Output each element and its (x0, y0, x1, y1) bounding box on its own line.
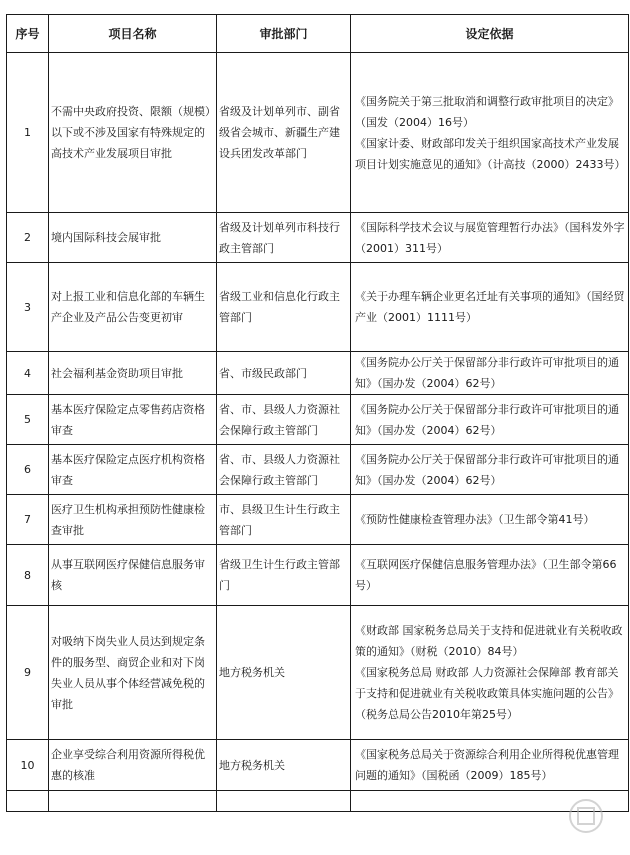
table-row (7, 352, 629, 395)
table-row (7, 445, 629, 495)
item-name: 对上报工业和信息化部的车辆生产企业及产品公告变更初审 (49, 263, 217, 352)
legal-basis (351, 545, 629, 606)
legal-basis (351, 495, 629, 545)
basis-document: 《互联网医疗保健信息服务管理办法》（卫生部令第66号） (355, 558, 617, 592)
legal-basis (351, 352, 629, 395)
legal-basis (351, 53, 629, 213)
basis-document: 《国务院关于第三批取消和调整行政审批项目的决定》（国发（2004）16号） (355, 94, 619, 129)
approval-dept: 市、县级卫生计生行政主管部门 (217, 495, 351, 545)
basis-document: 《国务院办公厅关于保留部分非行政许可审批项目的通知》（国办发（2004）62号） (355, 452, 619, 487)
item-name: 社会福利基金资助项目审批 (49, 352, 217, 395)
empty-cell (7, 791, 49, 812)
legal-basis (351, 263, 629, 352)
table-header-row (7, 15, 629, 53)
approval-dept: 省、市、县级人力资源社会保障行政主管部门 (217, 445, 351, 495)
table-row (7, 495, 629, 545)
row-number: 9 (7, 606, 49, 740)
basis-document: 《国家税务总局 财政部 人力资源社会保障部 教育部关于支持和促进就业有关税收政策具体实施问题的公告》（税务总局公告2010年第25号） (355, 666, 619, 721)
approval-dept: 地方税务机关 (217, 606, 351, 740)
basis-document: 《国家计委、财政部印发关于组织国家高技术产业发展项目计划实施意见的通知》（计高技（2000）2433号） (355, 136, 626, 171)
table-row (7, 395, 629, 445)
row-number: 6 (7, 445, 49, 495)
approval-dept: 地方税务机关 (217, 740, 351, 791)
row-number: 10 (7, 740, 49, 791)
basis-document: 《国务院办公厅关于保留部分非行政许可审批项目的通知》（国办发（2004）62号） (355, 356, 619, 390)
approval-dept: 省级卫生计生行政主管部门 (217, 545, 351, 606)
row-number: 4 (7, 352, 49, 395)
approval-dept: 省级及计划单列市科技行政主管部门 (217, 213, 351, 263)
row-number: 7 (7, 495, 49, 545)
table-row (7, 53, 629, 213)
row-number: 3 (7, 263, 49, 352)
header-dept: 审批部门 (217, 15, 351, 53)
table-row (7, 545, 629, 606)
legal-basis (351, 213, 629, 263)
row-number: 8 (7, 545, 49, 606)
legal-basis (351, 740, 629, 791)
header-no: 序号 (7, 15, 49, 53)
basis-document: 《国务院办公厅关于保留部分非行政许可审批项目的通知》（国办发（2004）62号） (355, 402, 619, 437)
table-row (7, 263, 629, 352)
empty-cell (217, 791, 351, 812)
watermark-logo-icon (568, 798, 604, 834)
legal-basis (351, 606, 629, 740)
approval-dept: 省、市、县级人力资源社会保障行政主管部门 (217, 395, 351, 445)
item-name: 企业享受综合利用资源所得税优惠的核准 (49, 740, 217, 791)
row-number: 1 (7, 53, 49, 213)
approval-dept: 省、市级民政部门 (217, 352, 351, 395)
table-row (7, 213, 629, 263)
basis-document: 《国际科学技术会议与展览管理暂行办法》（国科发外字（2001）311号） (355, 220, 625, 255)
item-name: 医疗卫生机构承担预防性健康检查审批 (49, 495, 217, 545)
approval-dept: 省级工业和信息化行政主管部门 (217, 263, 351, 352)
basis-document: 《关于办理车辆企业更名迁址有关事项的通知》（国经贸产业（2001）1111号） (355, 290, 625, 324)
table-row (7, 606, 629, 740)
item-name: 从事互联网医疗保健信息服务审核 (49, 545, 217, 606)
row-number: 5 (7, 395, 49, 445)
basis-document: 《财政部 国家税务总局关于支持和促进就业有关税收政策的通知》（财税（2010）84号） (355, 624, 623, 658)
legal-basis (351, 445, 629, 495)
header-basis: 设定依据 (351, 15, 629, 53)
table-row (7, 740, 629, 791)
legal-basis (351, 395, 629, 445)
empty-cell (49, 791, 217, 812)
table-row (7, 791, 629, 812)
row-number: 2 (7, 213, 49, 263)
basis-document: 《预防性健康检查管理办法》（卫生部令第41号） (355, 513, 595, 526)
basis-document: 《国家税务总局关于资源综合利用企业所得税优惠管理问题的通知》（国税函（2009）185号） (355, 748, 619, 782)
item-name: 基本医疗保险定点零售药店资格审查 (49, 395, 217, 445)
header-name: 项目名称 (49, 15, 217, 53)
approval-items-table (6, 14, 629, 812)
item-name: 基本医疗保险定点医疗机构资格审查 (49, 445, 217, 495)
item-name: 境内国际科技会展审批 (49, 213, 217, 263)
item-name: 对吸纳下岗失业人员达到规定条件的服务型、商贸企业和对下岗失业人员从事个体经营减免税的审批 (49, 606, 217, 740)
approval-dept: 省级及计划单列市、副省级省会城市、新疆生产建设兵团发改革部门 (217, 53, 351, 213)
item-name: 不需中央政府投资、限额（规模）以下或不涉及国家有特殊规定的高技术产业发展项目审批 (49, 53, 217, 213)
